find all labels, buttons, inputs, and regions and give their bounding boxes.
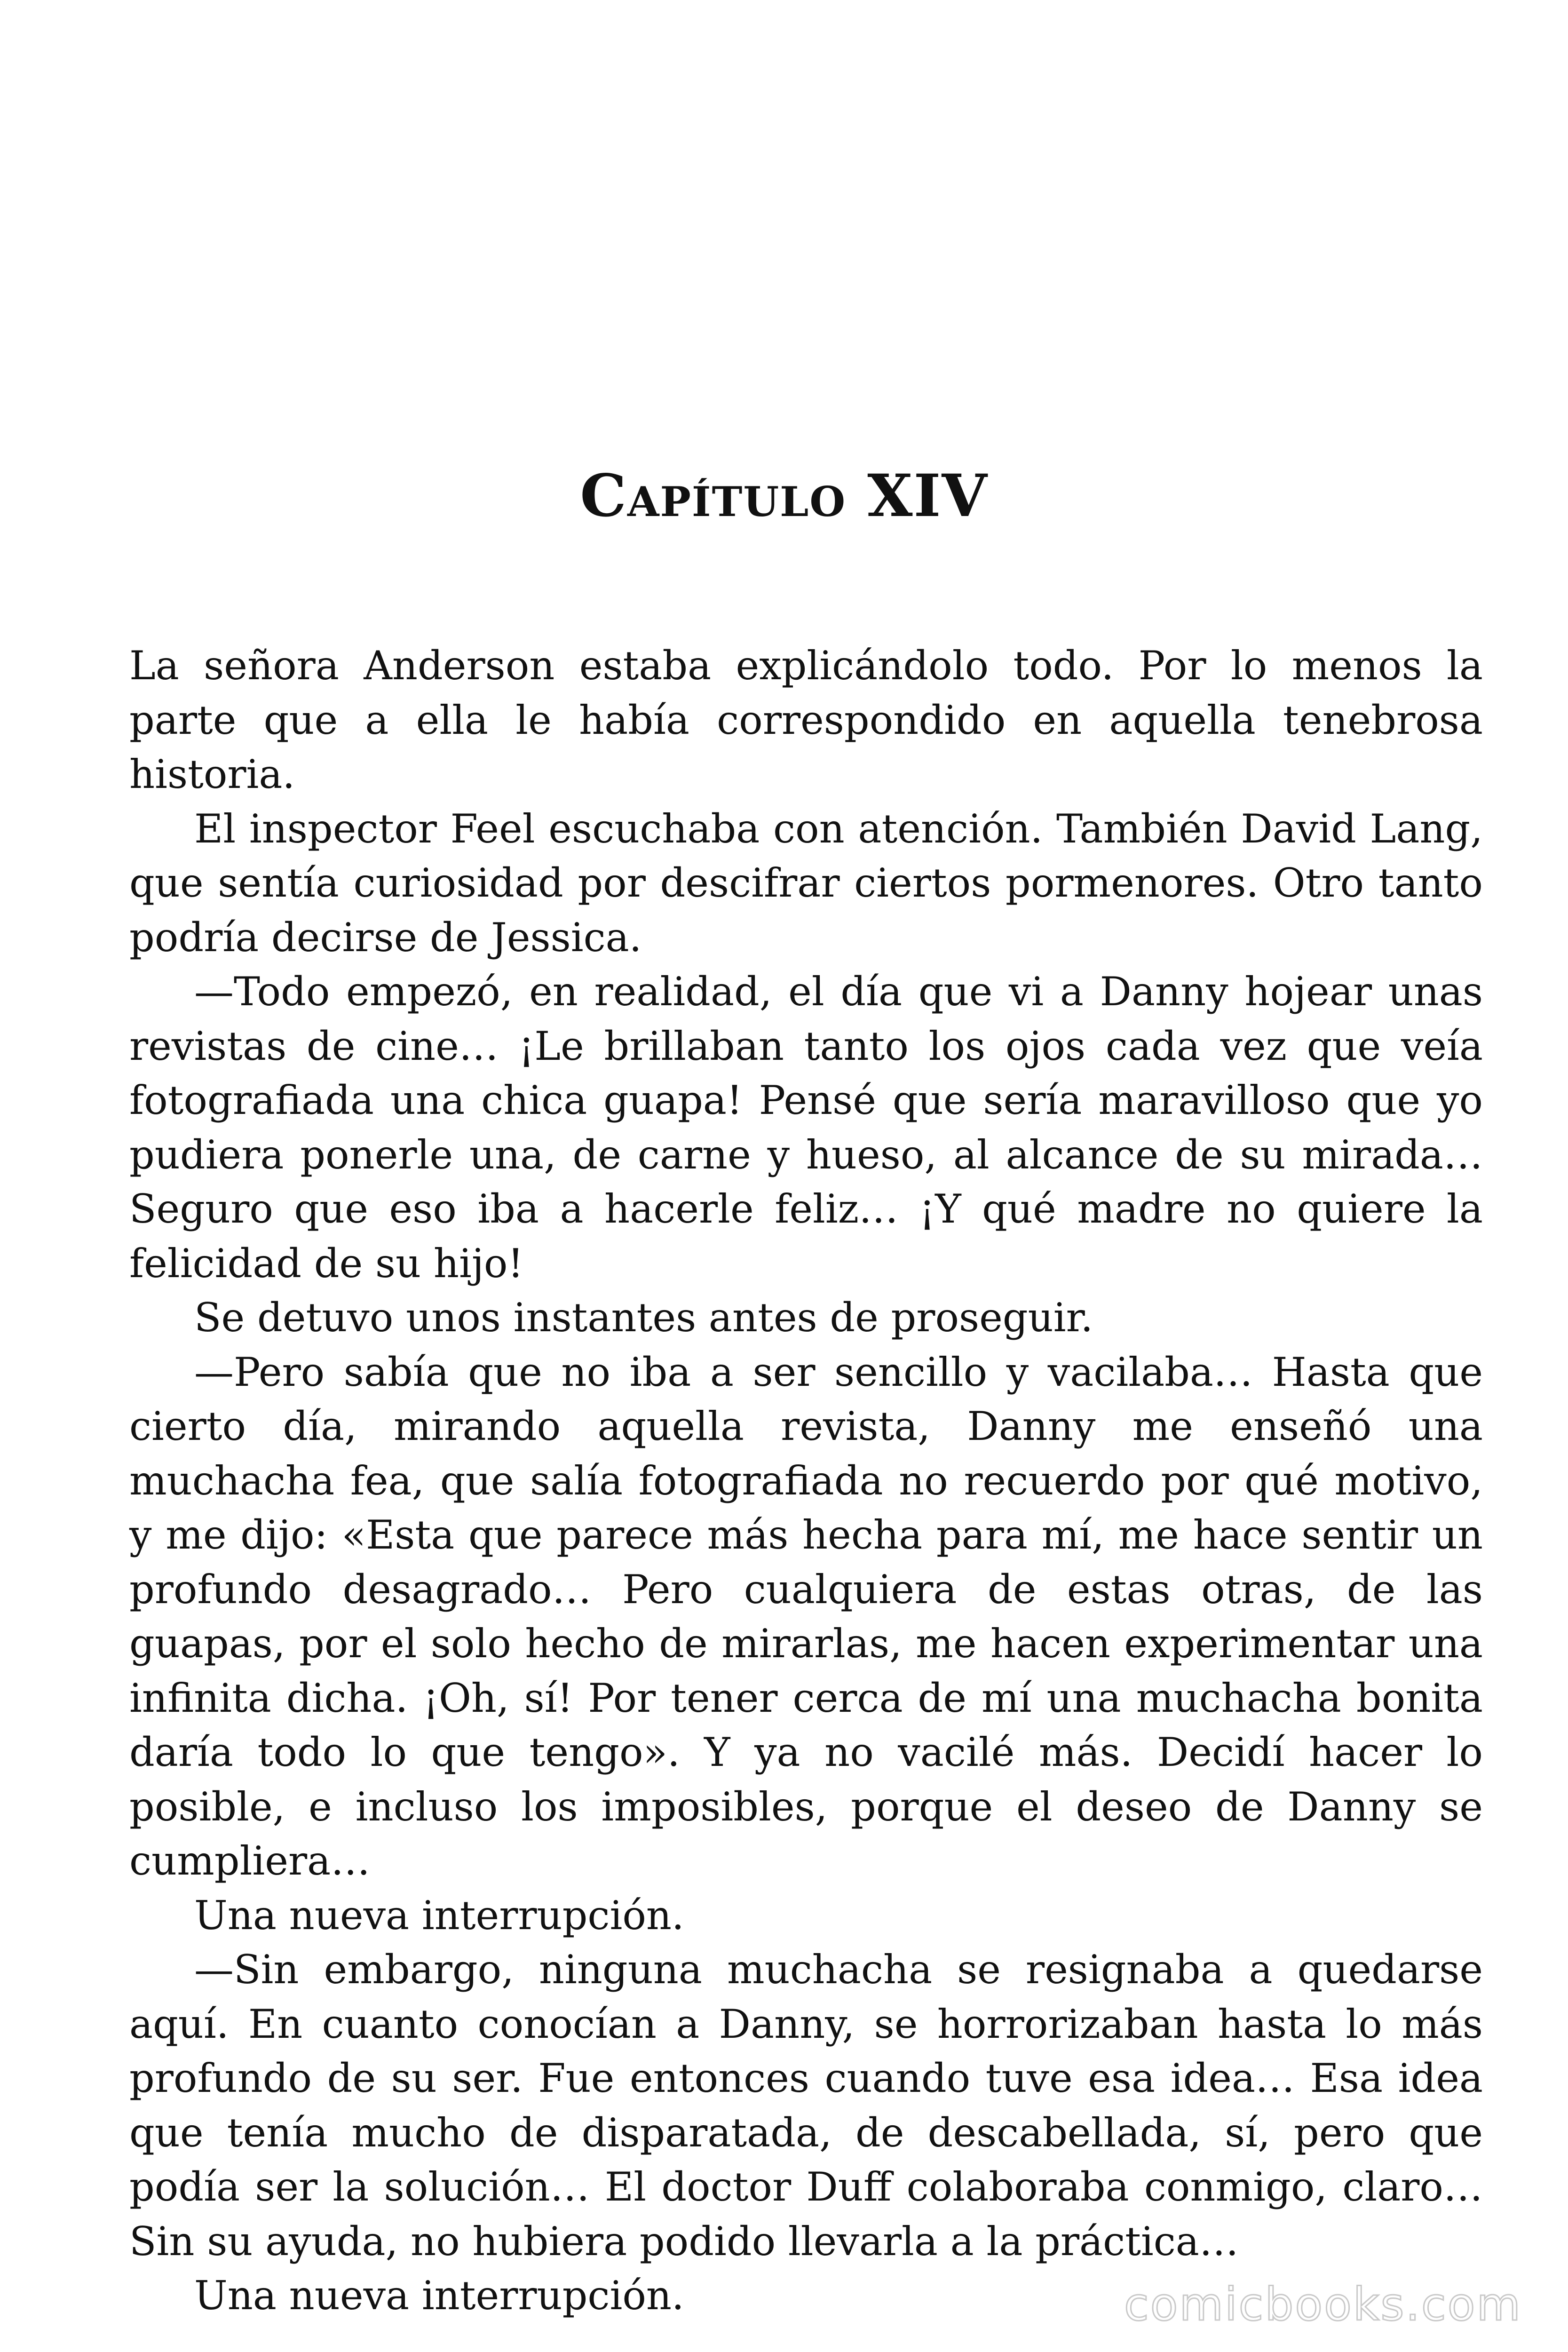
chapter-body [129,639,1483,2323]
paragraph: —Todo empezó, en realidad, el día que vi a Danny hojear unas revistas de cine… ¡Le brillaban tanto los ojos cada vez que veía fotografiada una chica guapa! Pensé que sería maravilloso que yo pudiera ponerle una, de carne y hueso, al alcance de su mirada… Seguro que eso iba a hacerle feliz… ¡Y qué madre no quiere la felicidad de su hijo! [129,969,1483,1287]
paragraph: El inspector Feel escuchaba con atención. También David Lang, que sentía curiosidad por descifrar ciertos pormenores. Otro tanto podría decirse de Jessica. [129,805,1483,961]
paragraph: —Sin embargo, ninguna muchacha se resignaba a quedarse aquí. En cuanto conocían a Danny, se horrorizaban hasta lo más profundo de su ser. Fue entonces cuando tuve esa idea… Esa idea que tenía mucho de disparatada, de descabellada, sí, pero que podía ser la solución… El doctor Duff colaboraba conmigo, claro… Sin su ayuda, no hubiera podido llevarla a la práctica… [129,1947,1483,2265]
paragraph: —Pero sabía que no iba a ser sencillo y vacilaba… Hasta que cierto día, mirando aquella revista, Danny me enseñó una muchacha fea, que salía fotografiada no recuerdo por qué motivo, y me dijo: «Esta que parece más hecha para mí, me hace sentir un profundo desagrado… Pero cualquiera de estas otras, de las guapas, por el solo hecho de mirarlas, me hacen experimentar una infinita dicha. ¡Oh, sí! Por tener cerca de mí una muchacha bonita daría todo lo que tengo». Y ya no vacilé más. Decidí hacer lo posible, e incluso los imposibles, porque el deseo de Danny se cumpliera… [129,1349,1483,1884]
paragraph: Una nueva interrupción. [194,1892,684,1939]
paragraph: La señora Anderson estaba explicándolo todo. Por lo menos la parte que a ella le había correspondido en aquella tenebrosa historia. [129,643,1483,797]
watermark: comicbooks.com [1124,2278,1522,2331]
paragraph: Una nueva interrupción. [194,2273,684,2319]
paragraph: Se detuvo unos instantes antes de proseguir. [194,1295,1093,1341]
chapter-title: Capítulo XIV [580,462,988,530]
